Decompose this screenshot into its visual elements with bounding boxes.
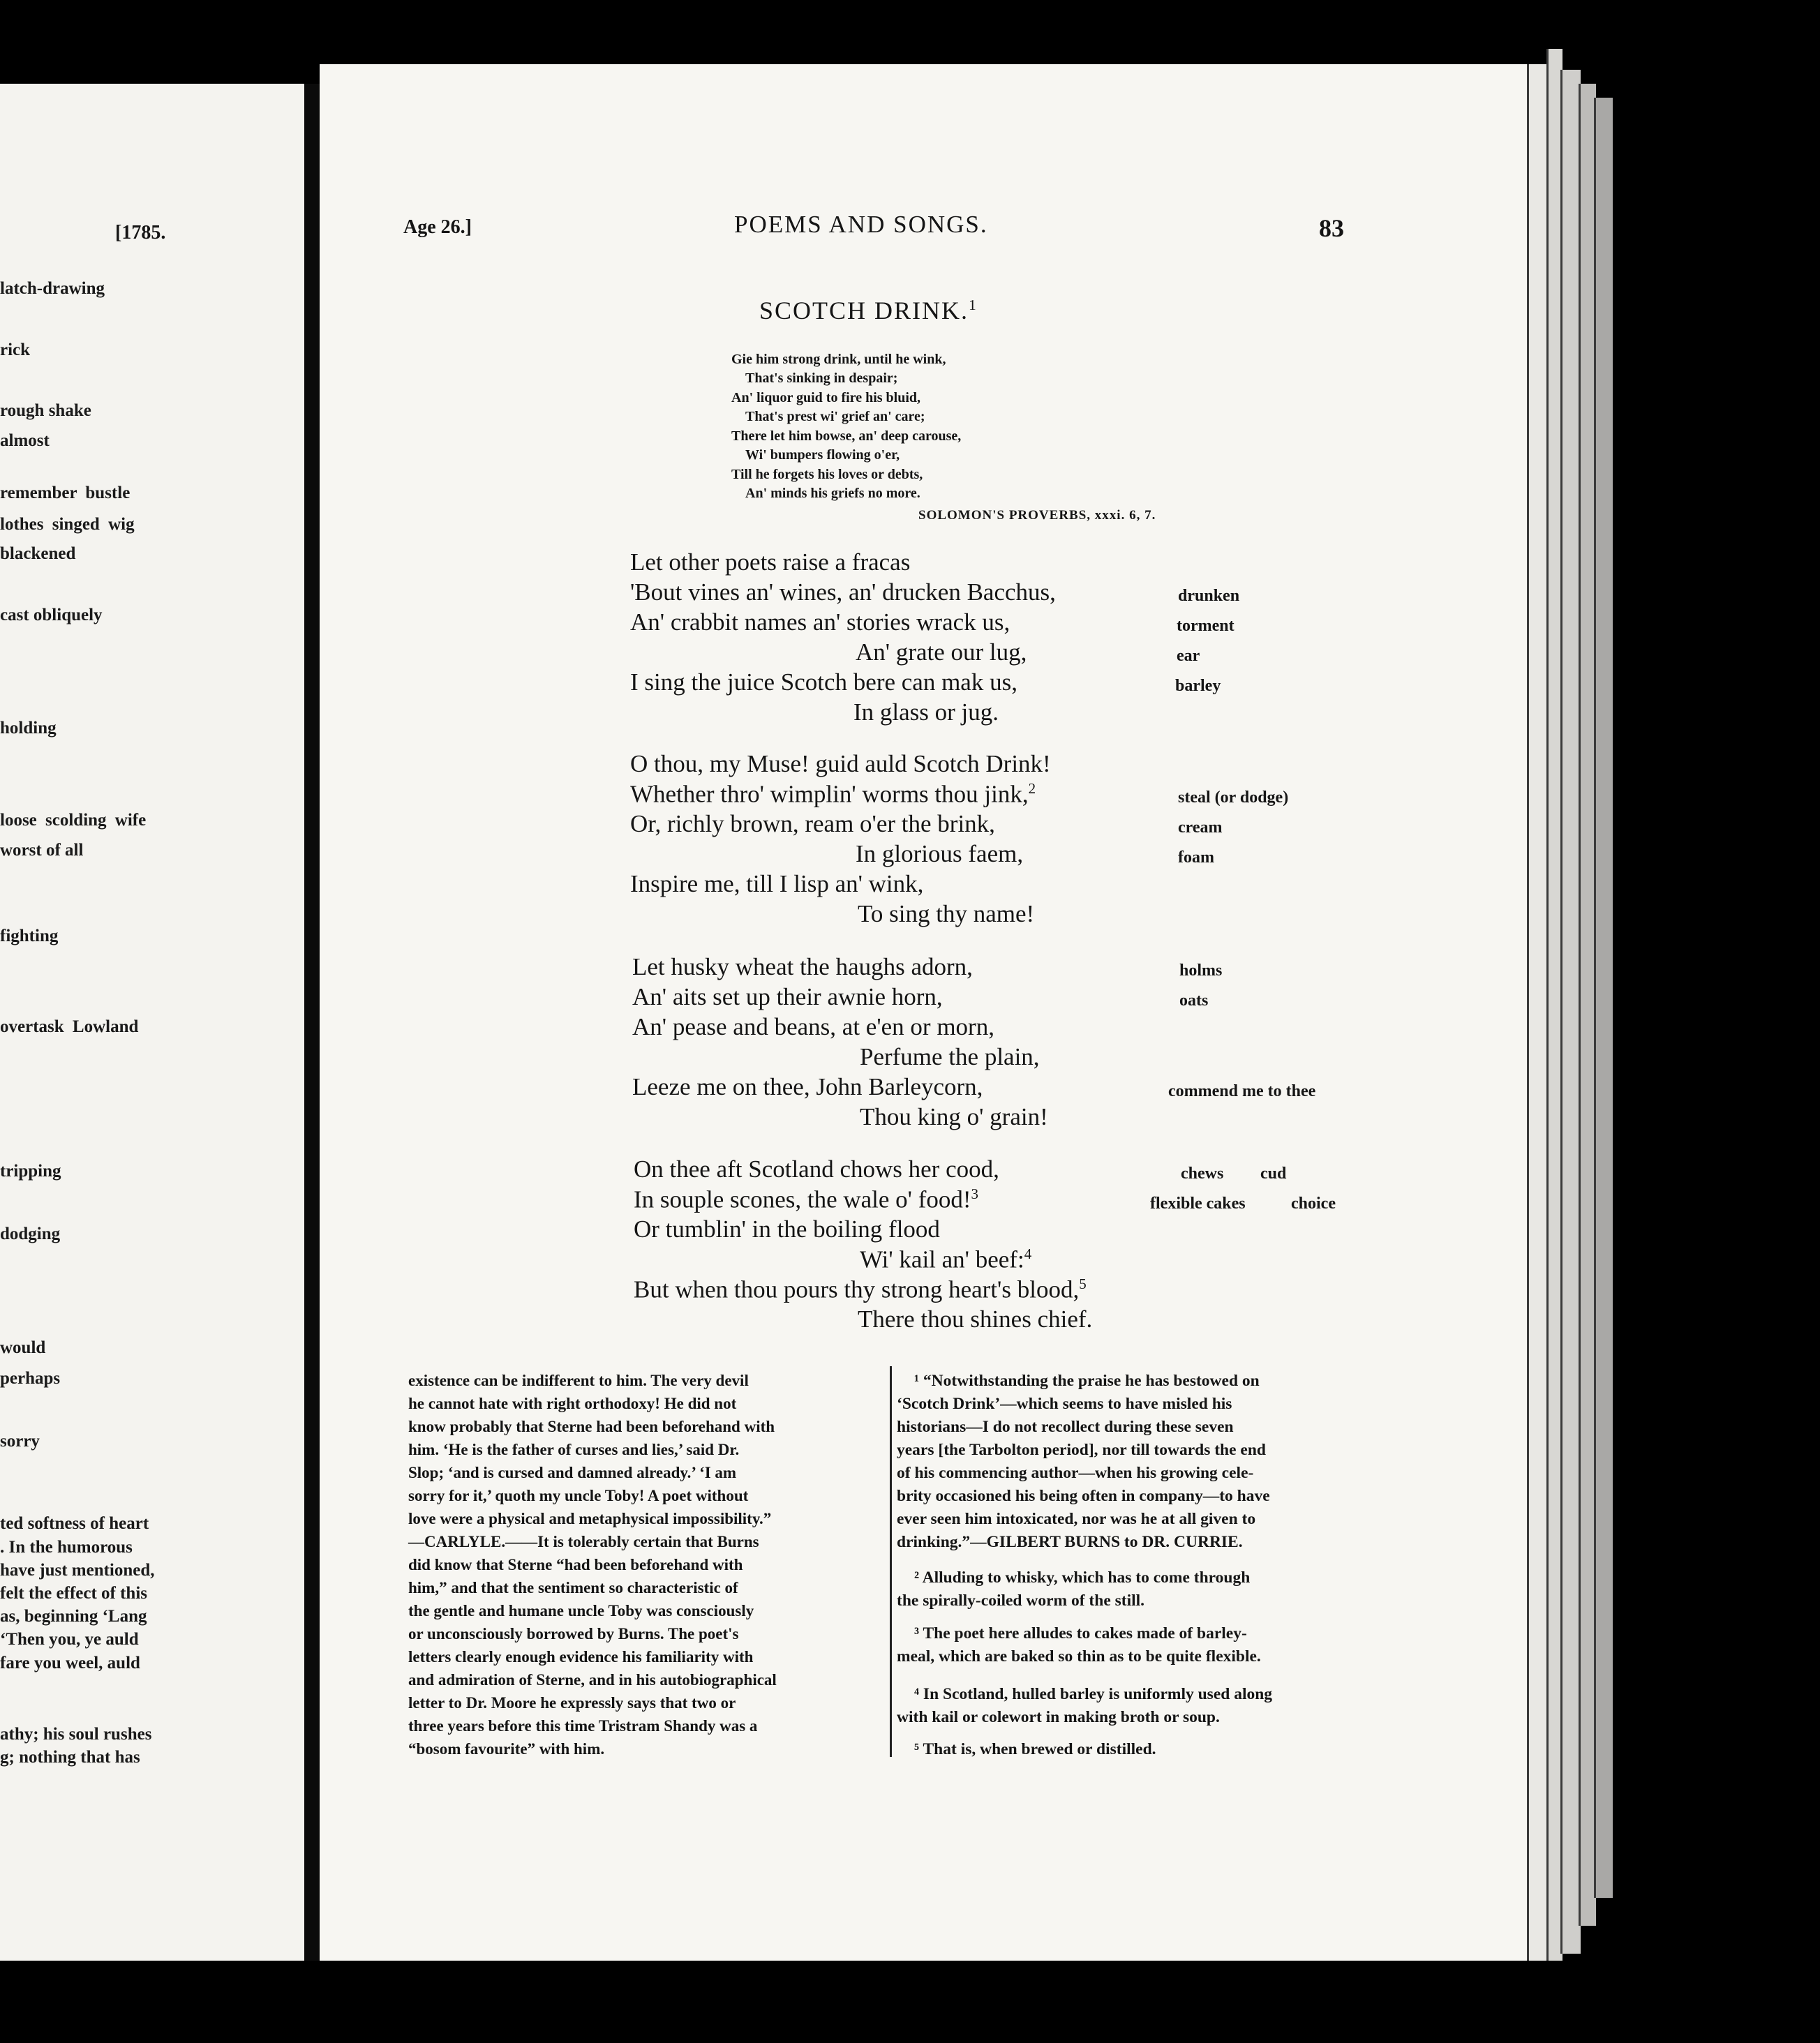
footnote-line: letter to Dr. Moore he expressly says that two or: [408, 1694, 736, 1712]
verse-line: Let other poets raise a fracas: [630, 548, 911, 576]
footnote-5-line: ⁵ That is, when brewed or distilled.: [914, 1740, 1156, 1758]
verse-line: In glass or jug.: [853, 698, 999, 726]
page-edge: [1527, 64, 1549, 1961]
left-note-line: as, beginning ‘Lang: [0, 1607, 147, 1626]
left-gloss-line: blackened: [0, 544, 76, 563]
verse-line: In glorious faem,: [856, 840, 1024, 867]
footnote-line: love were a physical and metaphysical impossibility.”: [408, 1510, 772, 1527]
epigraph-source: SOLOMON'S PROVERBS, xxxi. 6, 7.: [918, 508, 1156, 523]
footnote-1-line: years [the Tarbolton period], nor till towards the end: [897, 1441, 1266, 1459]
footnote-line: the gentle and humane uncle Toby was consciously: [408, 1602, 754, 1619]
footnote-1-line: brity occasioned his being often in company—to have: [897, 1487, 1270, 1505]
verse-line: Perfume the plain,: [860, 1043, 1040, 1070]
footnote-line: existence can be indifferent to him. The very devil: [408, 1372, 749, 1389]
gloss: barley: [1175, 677, 1221, 695]
gloss: drunken: [1178, 587, 1240, 605]
gloss: steal (or dodge): [1178, 788, 1289, 807]
footnote-line: and admiration of Sterne, and in his autobiographical: [408, 1671, 777, 1689]
left-gloss-line: dodging: [0, 1225, 61, 1243]
epigraph-line: There let him bowse, an' deep carouse,: [731, 428, 962, 444]
verse-line: An' aits set up their awnie horn,: [632, 983, 943, 1010]
left-note-line: g; nothing that has: [0, 1748, 140, 1767]
footnote-2-line: ² Alluding to whisky, which has to come through: [914, 1569, 1251, 1587]
left-gloss-line: sorry: [0, 1432, 40, 1451]
verse-line: Or, richly brown, ream o'er the brink,: [630, 810, 995, 837]
page-edge: [1594, 98, 1613, 1898]
footnote-line: did know that Sterne “had been beforehand with: [408, 1556, 743, 1573]
verse-line: There thou shines chief.: [858, 1305, 1093, 1333]
verse-line: Or tumblin' in the boiling flood: [634, 1215, 940, 1243]
footnote-1-line: ‘Scotch Drink’—which seems to have misled his: [897, 1395, 1232, 1413]
epigraph-line: Gie him strong drink, until he wink,: [731, 352, 946, 367]
left-gloss-line: fighting: [0, 927, 59, 945]
page-number: 83: [1319, 214, 1344, 242]
footnote-line: him,” and that the sentiment so characteristic of: [408, 1579, 738, 1596]
left-gloss-line: overtask Lowland: [0, 1017, 139, 1036]
left-page-header: [1785.: [115, 222, 166, 244]
gloss: ear: [1177, 647, 1200, 665]
footnote-line: “bosom favourite” with him.: [408, 1740, 605, 1758]
left-note-line: have just mentioned,: [0, 1561, 155, 1580]
left-note-line: . In the humorous: [0, 1538, 133, 1557]
gloss: cream: [1178, 818, 1223, 837]
book-spine: [304, 84, 320, 1961]
verse-line: Wi' kail an' beef:$^4$: [860, 1245, 1032, 1273]
verse-line: But when thou pours thy strong heart's blood,$^5$: [634, 1275, 1087, 1303]
verse-line: I sing the juice Scotch bere can mak us,: [630, 668, 1017, 696]
verse-line: Let husky wheat the haughs adorn,: [632, 953, 973, 980]
footnote-line: letters clearly enough evidence his familiarity with: [408, 1648, 754, 1666]
footnote-1-line: of his commencing author—when his growing cele-: [897, 1464, 1254, 1482]
footnote-4-line: with kail or colewort in making broth or soup.: [897, 1708, 1220, 1726]
left-note-line: ‘Then you, ye auld: [0, 1630, 139, 1649]
gloss: torment: [1177, 617, 1235, 635]
footnote-1-line: ever seen him intoxicated, nor was he at all given to: [897, 1510, 1256, 1528]
left-gloss-line: would: [0, 1338, 46, 1357]
left-gloss-line: holding: [0, 719, 57, 738]
verse-line: To sing thy name!: [858, 900, 1035, 927]
gloss: flexible cakes: [1150, 1195, 1246, 1213]
verse-line: An' grate our lug,: [856, 638, 1027, 666]
left-gloss-line: almost: [0, 431, 50, 450]
verse-line: On thee aft Scotland chows her cood,: [634, 1155, 999, 1183]
footnote-2-line: the spirally-coiled worm of the still.: [897, 1592, 1145, 1610]
verse-line: Inspire me, till I lisp an' wink,: [630, 870, 924, 897]
gloss: commend me to thee: [1168, 1082, 1316, 1100]
running-head-age: Age 26.]: [403, 216, 472, 238]
left-gloss-line: latch-drawing: [0, 279, 105, 298]
verse-line: In souple scones, the wale o' food!$^3$: [634, 1185, 979, 1213]
gloss: chews: [1181, 1165, 1224, 1183]
gloss: holms: [1179, 961, 1223, 980]
left-note-line: fare you weel, auld: [0, 1654, 140, 1672]
left-gloss-line: perhaps: [0, 1369, 61, 1388]
gloss: cud: [1260, 1165, 1287, 1183]
gloss: choice: [1291, 1195, 1336, 1213]
gloss: foam: [1178, 848, 1214, 867]
footnote-line: or unconsciously borrowed by Burns. The poet's: [408, 1625, 739, 1642]
footnote-divider: [890, 1366, 892, 1757]
epigraph-line: That's prest wi' grief an' care;: [745, 409, 925, 424]
epigraph-line: An' minds his griefs no more.: [745, 486, 920, 501]
gloss: oats: [1179, 991, 1209, 1010]
left-gloss-line: cast obliquely: [0, 606, 103, 624]
left-gloss-line: tripping: [0, 1162, 61, 1181]
left-gloss-line: worst of all: [0, 841, 84, 860]
verse-line: 'Bout vines an' wines, an' drucken Bacchus,: [630, 578, 1056, 606]
left-note-line: ted softness of heart: [0, 1514, 149, 1533]
left-gloss-line: rough shake: [0, 401, 91, 420]
verse-line: O thou, my Muse! guid auld Scotch Drink!: [630, 750, 1051, 777]
footnote-line: sorry for it,’ quoth my uncle Toby! A poet without: [408, 1487, 749, 1504]
epigraph-line: Wi' bumpers flowing o'er,: [745, 447, 900, 463]
verse-line: Thou king o' grain!: [860, 1103, 1048, 1130]
verse-line: Whether thro' wimplin' worms thou jink,$^2$: [630, 780, 1036, 808]
running-head-title: POEMS AND SONGS.: [734, 211, 988, 238]
footnote-line: —CARLYLE.——It is tolerably certain that Burns: [408, 1533, 759, 1550]
epigraph-line: Till he forgets his loves or debts,: [731, 467, 923, 482]
footnote-1-line: historians—I do not recollect during these seven: [897, 1418, 1234, 1436]
verse-line: Leeze me on thee, John Barleycorn,: [632, 1073, 983, 1100]
left-note-line: felt the effect of this: [0, 1584, 148, 1603]
verse-line: An' pease and beans, at e'en or morn,: [632, 1013, 994, 1040]
footnote-line: Slop; ‘and is cursed and damned already.’ ‘I am: [408, 1464, 737, 1481]
left-gloss-line: remember bustle: [0, 484, 130, 502]
left-gloss-line: rick: [0, 340, 31, 359]
footnote-line: know probably that Sterne had been beforehand with: [408, 1418, 775, 1435]
footnote-line: three years before this time Tristram Shandy was a: [408, 1717, 758, 1735]
footnote-line: him. ‘He is the father of curses and lies,’ said Dr.: [408, 1441, 740, 1458]
footnote-3-line: ³ The poet here alludes to cakes made of barley-: [914, 1624, 1247, 1642]
left-gloss-line: loose scolding wife: [0, 811, 147, 830]
verse-line: An' crabbit names an' stories wrack us,: [630, 608, 1010, 636]
poem-title: SCOTCH DRINK.$^1$: [759, 297, 978, 324]
footnote-1-line: drinking.”—GILBERT BURNS to DR. CURRIE.: [897, 1533, 1243, 1551]
footnote-1-line: ¹ “Notwithstanding the praise he has bestowed on: [914, 1372, 1260, 1390]
footnote-4-line: ⁴ In Scotland, hulled barley is uniformly used along: [914, 1685, 1273, 1703]
epigraph-line: An' liquor guid to fire his bluid,: [731, 390, 921, 405]
left-note-line: athy; his soul rushes: [0, 1725, 152, 1744]
epigraph-line: That's sinking in despair;: [745, 371, 898, 386]
page-edge: [1560, 70, 1581, 1954]
left-gloss-line: lothes singed wig: [0, 515, 135, 534]
footnote-line: he cannot hate with right orthodoxy! He did not: [408, 1395, 737, 1412]
footnote-3-line: meal, which are baked so thin as to be quite flexible.: [897, 1647, 1261, 1666]
